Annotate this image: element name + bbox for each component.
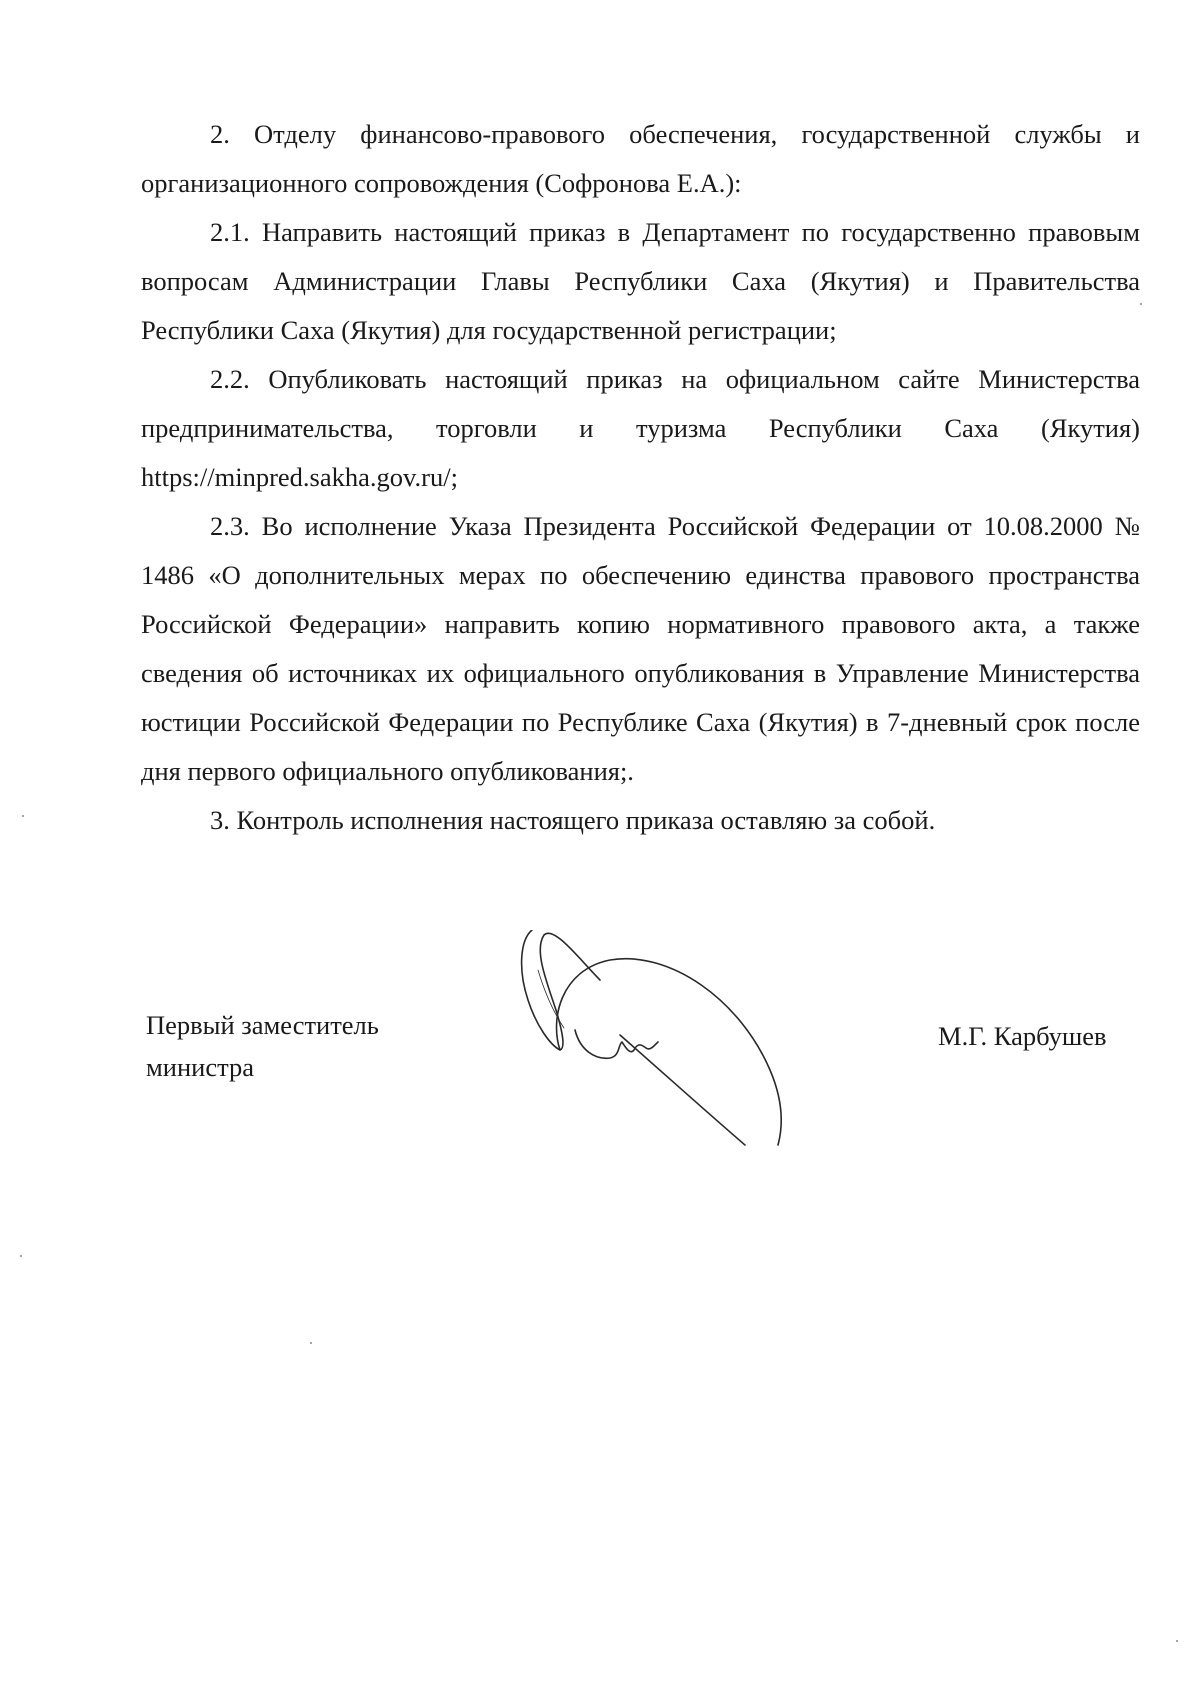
paragraph-2: 2. Отделу финансово-правового обеспечения, государственной службы и организационного сопровождения (Софронова Е.А.): [141,119,1140,198]
signer-position [146,1004,379,1088]
signature-block [0,990,1200,1220]
scan-speck [1176,1640,1178,1642]
signer-position-line-1: Первый заместитель [146,1010,379,1040]
document-body [141,110,1140,845]
signer-position-line-2: министра [146,1052,254,1082]
signer-name: М.Г. Карбушев [938,1021,1107,1051]
scan-speck [22,815,24,817]
scan-speck [310,1342,312,1344]
handwritten-signature [520,930,840,1180]
paragraph-2-3: 2.3. Во исполнение Указа Президента Российской Федерации от 10.08.2000 № 1486 «О дополнительных мерах по обеспечению единства правового пространства Российской Федерации» направить копию нормативного правового акта, а также сведения об источниках их официального опубликования в Управление Министерства юстиции Российской Федерации по Республике Саха (Якутия) в 7-дневный срок после дня первого официального опубликования;. [141,511,1140,786]
paragraph-2-2: 2.2. Опубликовать настоящий приказ на официальном сайте Министерства предпринимательства, торговли и туризма Республики Саха (Якутия) https://minpred.sakha.gov.ru/; [141,364,1140,492]
scan-speck [1140,303,1142,305]
scan-speck [20,1255,22,1257]
paragraph-2-1: 2.1. Направить настоящий приказ в Департамент по государственно правовым вопросам Администрации Главы Республики Саха (Якутия) и Правительства Республики Саха (Якутия) для государственной регистрации; [141,217,1140,345]
paragraph-3: 3. Контроль исполнения настоящего приказа оставляю за собой. [210,805,936,835]
